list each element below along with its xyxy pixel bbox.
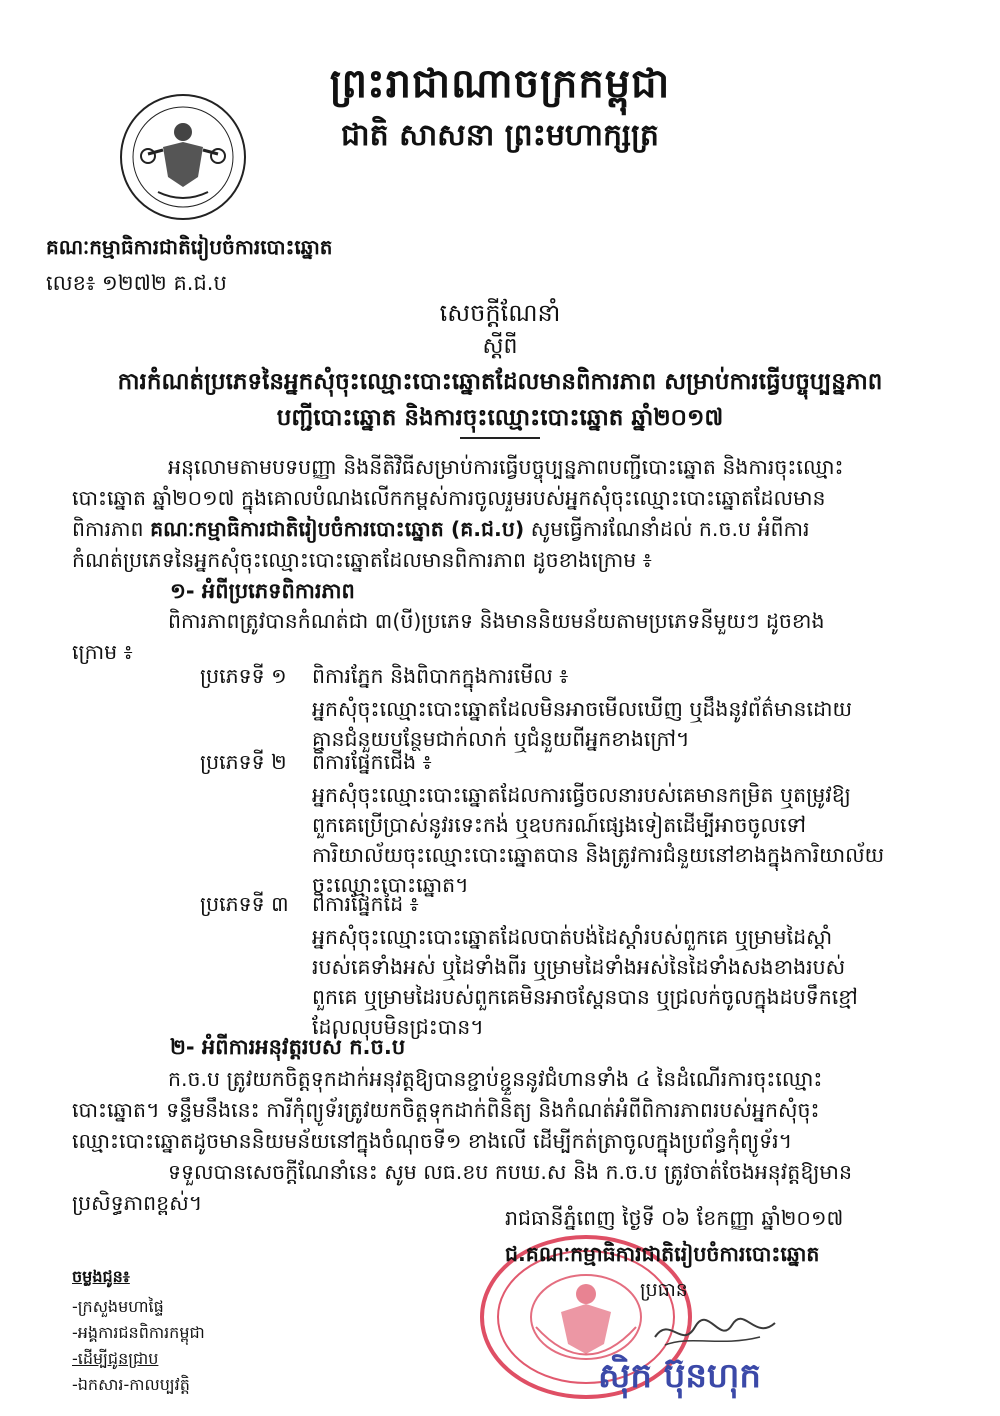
intro-line: អនុលោមតាមបទបញ្ញា និងនីតិវិធីសម្រាប់ការធ្វើបច្ចុប្បន្នភាពបញ្ជីបោះឆ្នោត និងការចុះឈ្មោះ [168, 455, 844, 479]
committee-name: គណៈកម្មាធិការជាតិរៀបចំការបោះឆ្នោត [46, 235, 333, 259]
document-subject [60, 364, 940, 436]
reference-number: លេខ៖ ១២៧២ គ.ជ.ប [46, 271, 227, 295]
type-1-description [312, 694, 940, 754]
signature-date: រាជធានីភ្នំពេញ ថ្ងៃទី ០៦ ខែកញ្ញា ឆ្នាំ២០១៧ [505, 1206, 844, 1230]
type-3-line: អ្នកសុំចុះឈ្មោះបោះឆ្នោតដែលបាត់បង់ដៃស្តាំរបស់ពួកគេ ឬម្រាមដៃស្តាំ [312, 925, 833, 949]
section-1-line: ក្រោម ៖ [72, 640, 133, 664]
type-3-name: ពិការផ្នែកដៃ ៖ [312, 892, 419, 916]
cc-heading: ចម្លងជូន៖ [72, 1267, 130, 1286]
type-2-name: ពិការផ្នែកជើង ៖ [312, 750, 432, 774]
type-2-label: ប្រភេទទី ២ [200, 750, 287, 774]
signatory-name: ស៊ិក ប៊ុនហុក [598, 1356, 761, 1396]
subject-line: បញ្ជីបោះឆ្នោត និងការចុះឈ្មោះបោះឆ្នោត ឆ្នាំ២០១៧ [276, 405, 724, 431]
subject-line: ការកំណត់ប្រភេទនៃអ្នកសុំចុះឈ្មោះបោះឆ្នោតដែលមានពិការភាព សម្រាប់ការធ្វើបច្ចុប្បន្នភាព [117, 369, 883, 395]
type-2-line: ការិយាល័យចុះឈ្មោះបោះឆ្នោតបាន និងត្រូវការជំនួយនៅខាងក្នុងការិយាល័យ [312, 843, 885, 867]
section-1-heading: ១- អំពីប្រភេទពិការភាព [170, 579, 355, 603]
intro-line: បោះឆ្នោត ឆ្នាំ២០១៧ ក្នុងគោលបំណងលើកកម្ពស់ការចូលរួមរបស់អ្នកសុំចុះឈ្មោះបោះឆ្នោតដែលមាន [72, 486, 826, 510]
intro-text: សូមធ្វើការណែនាំដល់ ក.ច.ប អំពីការ [524, 517, 810, 541]
section-2-line: បោះឆ្នោត។ ទន្ទឹមនឹងនេះ ការីកុំព្យូទ័រត្រូវយកចិត្តទុកដាក់ពិនិត្យ និងកំណត់អំពីពិការភាពរបស់អ្នកសុំចុះ [72, 1098, 820, 1122]
section-2-line: ឈ្មោះបោះឆ្នោតដូចមាននិយមន័យនៅក្នុងចំណុចទី១ ខាងលើ ដើម្បីកត់ត្រាចូលក្នុងប្រព័ន្ធកុំព្យូទ័រ។ [72, 1129, 793, 1153]
handwritten-signature-icon [650, 1305, 780, 1355]
type-2-line: អ្នកសុំចុះឈ្មោះបោះឆ្នោតដែលការធ្វើចលនារបស់គេមានកម្រិត ឬតម្រូវឱ្យ [312, 783, 851, 807]
national-motto: ជាតិ សាសនា ព្រះមហាក្សត្រ [341, 118, 659, 153]
signature-organization: ជ.គណៈកម្មាធិការជាតិរៀបចំការបោះឆ្នោត [505, 1242, 820, 1266]
type-3-line: ពួកគេ ឬម្រាមដៃរបស់ពួកគេមិនអាចស្ពែនបាន ឬជ្រលក់ចូលក្នុងដបទឹកខ្មៅ [312, 985, 858, 1009]
type-3-line: របស់គេទាំងអស់ ឬដៃទាំងពីរ ឬម្រាមដៃទាំងអស់នៃដៃទាំងសងខាងរបស់ [312, 955, 846, 979]
document-type: សេចក្តីណែនាំ [439, 299, 561, 327]
section-1-paragraph [72, 606, 940, 668]
type-3-label: ប្រភេទទី ៣ [200, 892, 289, 916]
closing-line: ប្រសិទ្ធភាពខ្ពស់។ [72, 1191, 203, 1215]
intro-text: ពិការភាព [72, 517, 151, 541]
type-1-label: ប្រភេទទី ១ [200, 664, 287, 688]
cc-item: -ក្រសួងមហាផ្ទៃ [72, 1297, 164, 1316]
type-3-description [312, 922, 940, 1042]
type-1-line: គ្មានជំនួយបន្ថែមជាក់លាក់ ឬជំនួយពីអ្នកខាងក្រៅ។ [312, 727, 690, 751]
section-2-line: ក.ច.ប ត្រូវយកចិត្តទុកដាក់អនុវត្តឱ្យបានខ្ជាប់ខ្ជួននូវជំហានទាំង ៤ នៃដំណើរការចុះឈ្មោះ [168, 1067, 823, 1091]
intro-paragraph [72, 452, 940, 576]
closing-line: ទទួលបានសេចក្តីណែនាំនេះ សូម លធ.ខប កបឃ.ស និង ក.ច.ប ត្រូវចាត់ចែងអនុវត្តឱ្យមាន [168, 1160, 852, 1184]
section-1-line: ពិការភាពត្រូវបានកំណត់ជា ៣(បី)ប្រភេទ និងមាននិយមន័យតាមប្រភេទនីមួយៗ ដូចខាង [168, 609, 825, 633]
cc-item: -អង្គការជនពិការកម្ពុជា [72, 1323, 205, 1342]
signature-role: ប្រធាន [640, 1279, 688, 1301]
section-2-paragraph [72, 1064, 940, 1219]
type-1-name: ពិការភ្នែក និងពិបាកក្នុងការមើល ៖ [312, 664, 569, 688]
type-2-description [312, 780, 940, 900]
section-2-heading: ២- អំពីការអនុវត្តរបស់ ក.ច.ប [170, 1035, 406, 1059]
type-2-line: ពួកគេប្រើប្រាស់នូវរទេះកង់ ឬឧបករណ៍ផ្សេងទៀតដើម្បីអាចចូលទៅ [312, 813, 806, 837]
intro-line: កំណត់ប្រភេទនៃអ្នកសុំចុះឈ្មោះបោះឆ្នោតដែលមានពិការភាព ដូចខាងក្រោម ៖ [72, 548, 652, 572]
title-divider [460, 437, 540, 439]
kingdom-title: ព្រះរាជាណាចក្រកម្ពុជា [329, 60, 671, 107]
type-1-line: អ្នកសុំចុះឈ្មោះបោះឆ្នោតដែលមិនអាចមើលឃើញ ឬដឹងនូវព័ត៌មានដោយ [312, 697, 853, 721]
cc-item: -ដើម្បីជូនជ្រាប [72, 1349, 159, 1368]
cc-item: -ឯកសារ-កាលប្បវត្តិ [72, 1375, 190, 1394]
concerning-label: ស្តីពី [482, 334, 518, 359]
intro-line [72, 514, 940, 545]
type-2-line: ចុះឈ្មោះបោះឆ្នោត។ [312, 873, 469, 897]
type-3-line: ដែលលុបមិនជ្រះបាន។ [312, 1015, 484, 1039]
intro-committee-bold: គណៈកម្មាធិការជាតិរៀបចំការបោះឆ្នោត (គ.ជ.ប) [150, 517, 525, 541]
